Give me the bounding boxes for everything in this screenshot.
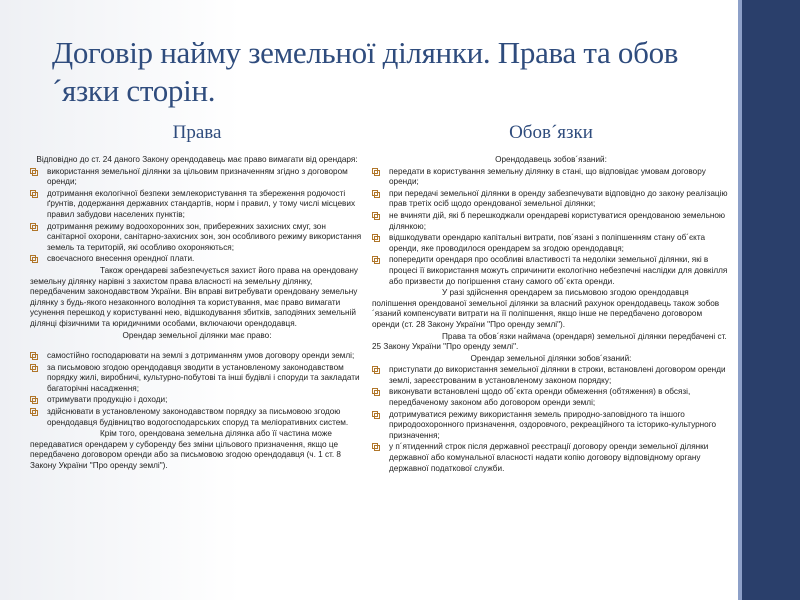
rights-heading: Права [172,122,222,143]
list-item: при передачі земельної ділянки в оренду забезпечувати відповідно до закону реалізацію прав третіх осіб щодо орендованої земельної ділянки; [372,189,730,210]
rights-intro-2: Орендар земельної ділянки має право: [122,330,272,340]
bullet-square-icon [372,190,380,198]
rights-intro: Відповідно до ст. 24 даного Закону орендодавець має право вимагати від орендаря: [36,155,358,164]
list-item: дотримуватися режиму використання земель природно-заповідного та іншого природоохоронного призначення, оздоровчого, рекреаційного та історико-культурного призначення; [372,410,730,442]
list-item: дотримання режиму водоохоронних зон, прибережних захисних смуг, зон санітарної охорони, санітарно-захисних зон, зон особливого режиму використання земель та територій, які особливо охороняються; [30,222,364,254]
bullet-square-icon [372,366,380,374]
bullet-square-icon [372,168,380,176]
duties-intro-2: Орендар земельної ділянки зобов´язаний: [470,353,632,363]
bullet-square-icon [30,168,38,176]
sidebar-stripe [738,0,742,600]
duties-paragraph-2: Права та обов´язки наймача (орендаря) земельної ділянки передбачені ст. 25 Закону України "Про оренду землі". [372,331,727,352]
list-item: приступати до використання земельної ділянки в строки, встановлені договором оренди землі, зареєстрованим в установленому законом порядку; [372,365,730,386]
bullet-square-icon [372,411,380,419]
bullet-square-icon [30,396,38,404]
bullet-square-icon [372,234,380,242]
list-item: самостійно господарювати на землі з дотриманням умов договору оренди землі; [30,351,364,362]
rights-column [30,155,364,473]
slide-title: Договір найму земельної ділянки. Права та обов´язки сторін. [52,35,679,108]
list-item: передати в користування земельну ділянку в стані, що відповідає умовам договору оренди; [372,167,730,188]
list-item: здійснювати в установленому законодавством порядку за письмовою згодою орендодавця будівництво водогосподарських споруд та меліоративних систем. [30,407,364,428]
rights-paragraph-1: Також орендареві забезпечується захист його права на орендовану земельну ділянку нарівні з захистом права власності на земельну ділянку, передбаченим законодавством України. Він вправі витребувати орендовану земельну ділянку з будь-якого незаконного володіння та користування, має право вимагати усунення перешкод у користуванні нею, відшкодування збитків, заподіяних земельній ділянці фізичними та юридичними особами, включаючи орендодавця. [30,265,359,328]
list-item: використання земельної ділянки за цільовим призначенням згідно з договором оренди; [30,167,364,188]
bullet-square-icon [372,256,380,264]
bullet-square-icon [30,408,38,416]
list-item: не вчиняти дій, які б перешкоджали орендареві користуватися орендованою земельною ділянкою; [372,211,730,232]
list-item: виконувати встановлені щодо об´єкта оренди обмеження (обтяження) в обсязі, передбаченому законом або договором оренди землі; [372,387,730,408]
bullet-square-icon [30,255,38,263]
list-item: своєчасного внесення орендної плати. [30,254,364,265]
duties-heading: Обов´язки [509,122,593,143]
bullet-square-icon [372,388,380,396]
bullet-square-icon [372,443,380,451]
rights-paragraph-2: Крім того, орендована земельна ділянка або її частина може передаватися орендарем у суборенду без зміни цільового призначення, якщо це передбачено договором оренди або за письмовою згодою орендодавця (ч. 1 ст. 8 Закону України "Про оренду землі"). [30,429,341,471]
list-item: за письмовою згодою орендодавця зводити в установленому законодавством порядку жилі, виробничі, культурно-побутові та інші будівлі і споруди та закладати багаторічні насадження; [30,363,364,395]
duties-paragraph-1: У разі здійснення орендарем за письмовою згодою орендодавця поліпшення орендованої земельної ділянки за власний рахунок орендодавець також зобов´язаний компенсувати витрати на її поліпшення, якщо інше не передбачено договором оренди (ст. 28 Закону України "Про оренду землі"). [372,288,720,329]
bullet-square-icon [30,190,38,198]
duties-list-1 [372,167,730,288]
bullet-square-icon [30,352,38,360]
bullet-square-icon [30,364,38,372]
list-item: отримувати продукцію і доходи; [30,395,364,406]
list-item: дотримання екологічної безпеки землекористування та збереження родючості ґрунтів, додержання державних стандартів, норм і правил, у тому числі місцевих правил забудови населених пунктів; [30,189,364,221]
bullet-square-icon [372,212,380,220]
bullet-square-icon [30,223,38,231]
list-item: у п´ятиденний строк після державної реєстрації договору оренди земельної ділянки державної або комунальної власності надати копію договору відповідному органу державної податкової служби. [372,442,730,474]
rights-list-1 [30,167,364,265]
duties-intro: Орендодавець зобов´язаний: [495,155,607,164]
duties-list-2 [372,365,730,474]
list-item: відшкодувати орендарю капітальні витрати, пов´язані з поліпшенням стану об´єкта оренди, яке проводилося орендарем за згодою орендодавця; [372,233,730,254]
list-item: попередити орендаря про особливі властивості та недоліки земельної ділянки, які в процесі її використання можуть спричинити екологічно небезпечні наслідки для довкілля або призвести до погіршення стану самого об´єкта оренди. [372,255,730,287]
slide-sidebar-accent [738,0,800,600]
rights-list-2 [30,351,364,428]
duties-column [372,155,730,475]
